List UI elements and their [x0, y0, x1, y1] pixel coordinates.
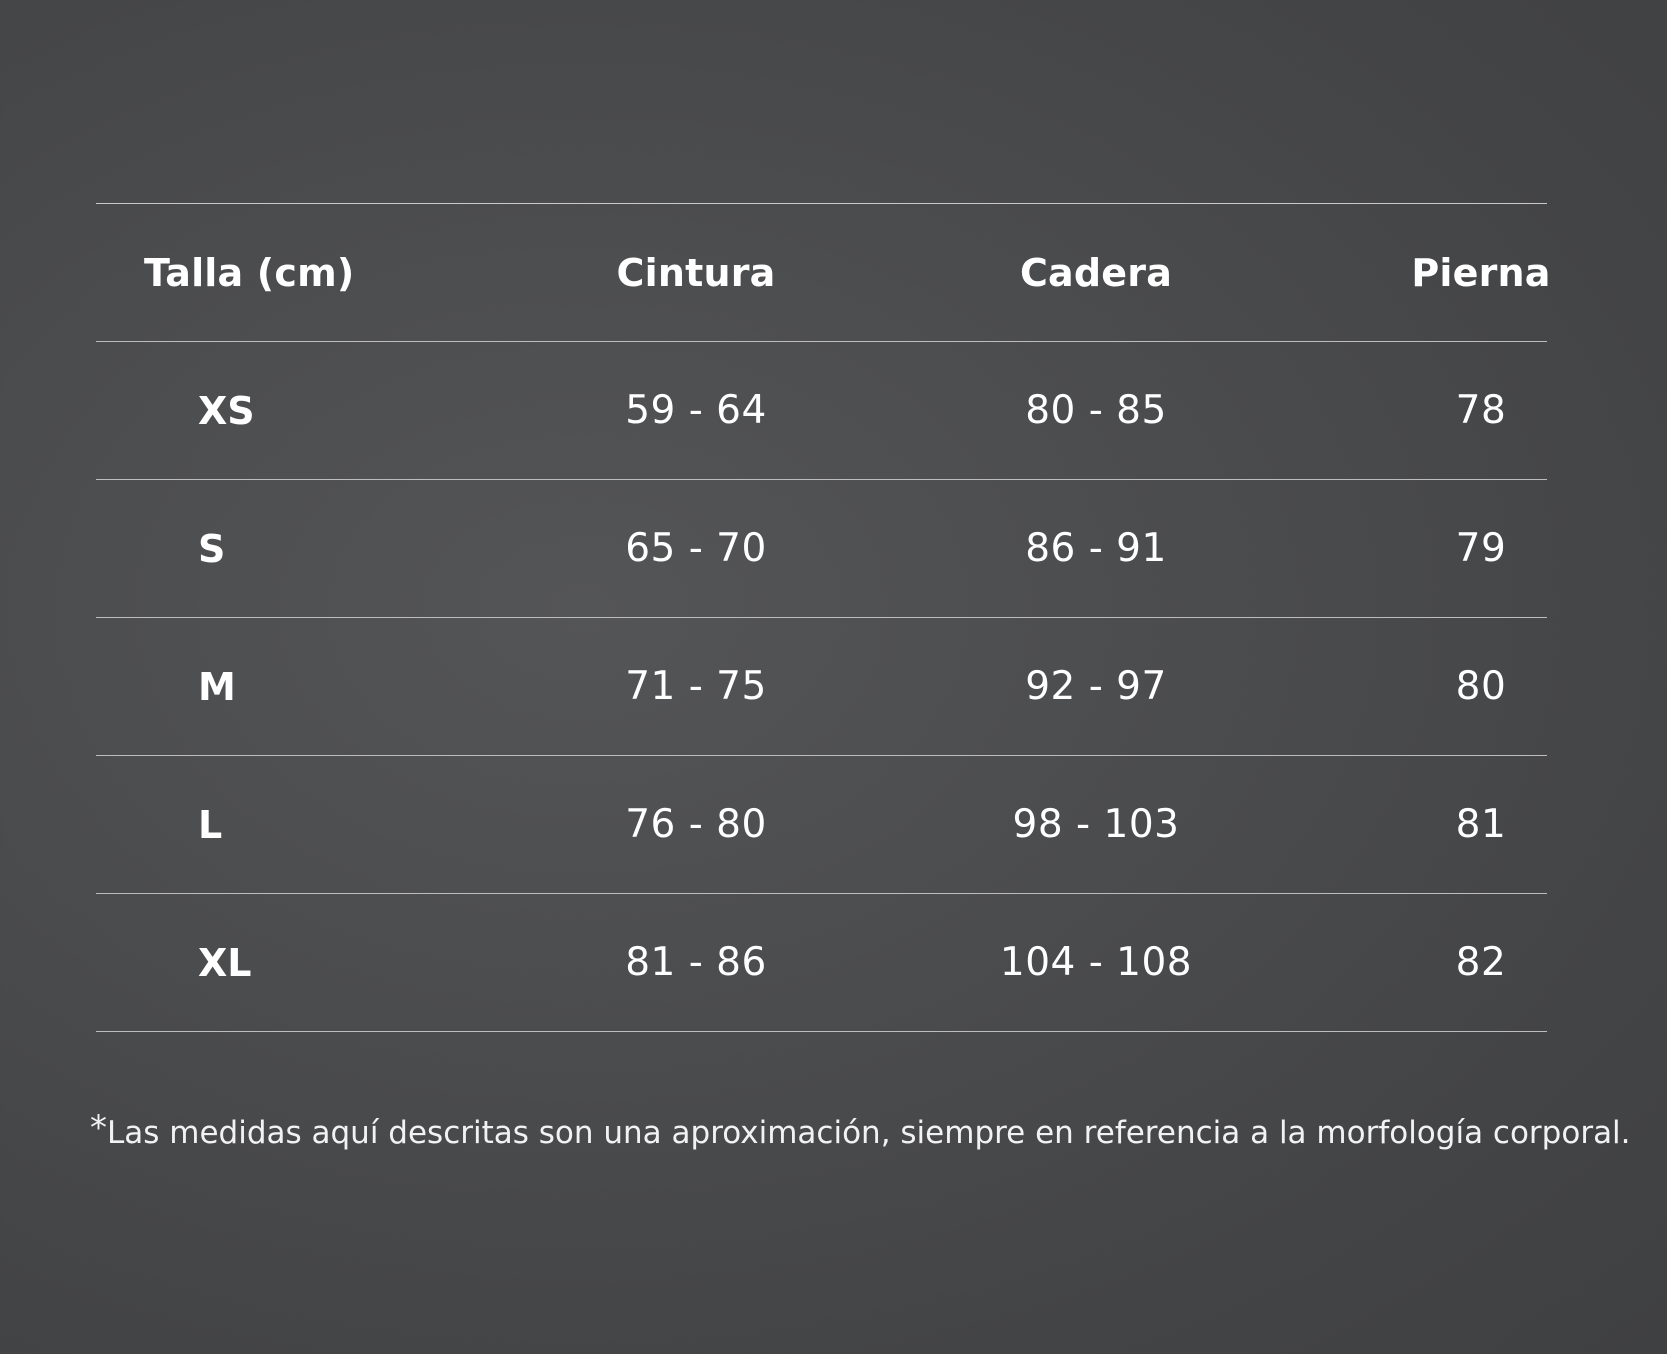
- header-cintura: Cintura: [616, 250, 776, 295]
- table-row: [96, 480, 1547, 618]
- table-header-row: [96, 204, 1551, 342]
- cintura-value: 65 - 70: [625, 526, 767, 571]
- size-label: L: [198, 802, 223, 847]
- table-row: [96, 618, 1547, 756]
- size-label: XS: [198, 388, 255, 433]
- header-cadera: Cadera: [1019, 250, 1173, 295]
- cadera-value: 98 - 103: [1012, 802, 1180, 847]
- pierna-value: 78: [1455, 388, 1507, 433]
- footnote-text: Las medidas aquí descritas son una aproximación, siempre en referencia a la morfología corporal.: [107, 1115, 1631, 1151]
- table-row: [96, 894, 1547, 1032]
- cintura-value: 59 - 64: [625, 388, 767, 433]
- cintura-value: 81 - 86: [625, 940, 767, 985]
- table-row: [96, 342, 1547, 480]
- cadera-value: 80 - 85: [1025, 388, 1167, 433]
- size-table: [96, 203, 1551, 1032]
- header-pierna: Pierna: [1411, 250, 1551, 295]
- cadera-value: 86 - 91: [1025, 526, 1167, 571]
- size-label: S: [198, 526, 226, 571]
- pierna-value: 82: [1455, 940, 1507, 985]
- pierna-value: 79: [1455, 526, 1507, 571]
- pierna-value: 81: [1455, 802, 1507, 847]
- footnote-marker: *: [90, 1108, 107, 1148]
- table-row: [96, 756, 1547, 894]
- pierna-value: 80: [1455, 664, 1507, 709]
- cadera-value: 92 - 97: [1025, 664, 1167, 709]
- cintura-value: 76 - 80: [625, 802, 767, 847]
- size-label: M: [198, 664, 236, 709]
- header-talla: Talla (cm): [144, 250, 355, 295]
- size-label: XL: [198, 940, 252, 985]
- footnote: [90, 1108, 1631, 1151]
- cintura-value: 71 - 75: [625, 664, 767, 709]
- cadera-value: 104 - 108: [999, 940, 1193, 985]
